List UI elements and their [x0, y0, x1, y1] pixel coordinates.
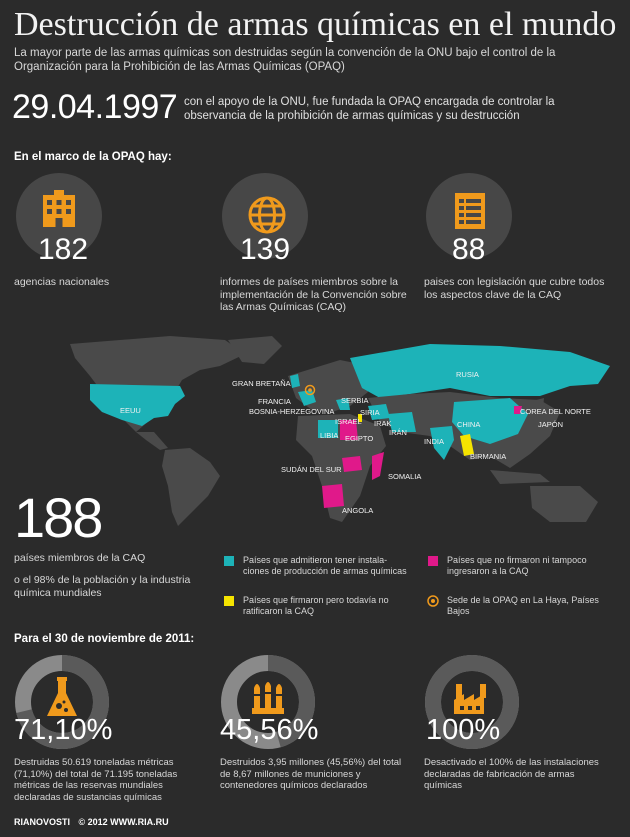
stat-value: 139	[240, 233, 291, 266]
map-usa	[90, 384, 185, 426]
map-label-egipto: EGIPTO	[345, 434, 374, 443]
map-label-japon: JAPÓN	[538, 420, 564, 429]
document-list-icon	[453, 191, 487, 231]
factory-icon	[452, 680, 492, 716]
map-south-sudan	[342, 456, 362, 472]
building-icon	[40, 189, 78, 229]
world-map	[50, 336, 630, 526]
map-greenland	[228, 336, 282, 364]
map-label-birmania: BIRMANIA	[470, 452, 507, 461]
stat-legislation	[424, 173, 624, 303]
map-label-somalia: SOMALIA	[388, 472, 422, 481]
map-australia	[530, 486, 598, 522]
munitions-icon	[250, 678, 286, 718]
footer	[14, 817, 169, 827]
map-central-america	[136, 432, 168, 450]
stat-value: 88	[452, 233, 486, 266]
progress-section-title: Para el 30 de noviembre de 2011:	[14, 633, 195, 645]
progress-chemicals	[14, 654, 214, 804]
stat-label: paises con legislación que cubre todos los aspectos clave de la CAQ	[424, 276, 605, 301]
page-title: Destrucción de armas químicas en el mundo	[14, 6, 617, 43]
map-label-irak: IRAK	[374, 419, 392, 428]
stat-reports	[220, 173, 420, 313]
map-label-israel: ISRAEL	[335, 417, 362, 426]
map-label-bosnia: BOSNIA-HERZEGOVINA	[249, 407, 335, 416]
map-label-gran-bretana: GRAN BRETAÑA	[232, 379, 291, 388]
stat-agencies	[14, 173, 204, 303]
map-somalia	[372, 452, 384, 480]
legend-not-signed: Países que no firmaron ni tampoco ingresaron a la CAQ	[447, 555, 587, 576]
map-russia	[350, 344, 610, 398]
map-label-corea: COREA DEL NORTE	[520, 407, 591, 416]
map-label-rusia: RUSIA	[456, 370, 479, 379]
page-subtitle: La mayor parte de las armas químicas son destruidas según la convención de la ONU bajo el control de la Organización para la Prohibición de las Armas Químicas (OPAQ)	[14, 47, 556, 73]
map-label-eeuu: EEUU	[120, 406, 141, 415]
map-label-angola: ANGOLA	[342, 506, 374, 515]
founding-description: con el apoyo de la ONU, fue fundada la OPAQ encargada de controlar la observancia de la prohibición de armas químicas y su destrucción	[184, 96, 555, 122]
progress-value: 45,56%	[220, 714, 319, 746]
map-label-china: CHINA	[457, 420, 481, 429]
legend-hq: Sede de la OPAQ en La Haya, Países Bajos	[447, 595, 599, 616]
footer-copyright[interactable]: © 2012 WWW.RIA.RU	[78, 817, 169, 827]
map-angola	[322, 484, 344, 508]
map-label-libia: LIBIA	[320, 431, 339, 440]
progress-facilities	[424, 654, 624, 804]
map-south-america	[162, 448, 220, 526]
members-count: 188	[14, 486, 102, 549]
map-label-serbia: SERBIA	[341, 396, 369, 405]
progress-label: Desactivado el 100% de las instalaciones declaradas de fabricación de armas químicas	[424, 757, 599, 791]
progress-munitions	[220, 654, 420, 804]
members-label: países miembros de la CAQ	[14, 552, 146, 564]
legend-not-ratified: Países que firmaron pero todavía no ratificaron la CAQ	[243, 595, 389, 616]
legend-swatch-not-signed	[428, 556, 438, 566]
progress-label: Destruidas 50.619 toneladas métricas (71,10%) del total de 71.195 toneladas métricas de las reservas mundiales declaradas de sustancias químicas	[14, 757, 178, 803]
stat-label: informes de países miembros sobre la implementación de la Convención sobre las Armas Químicas (CAQ)	[220, 276, 407, 313]
stat-label: agencias nacionales	[14, 276, 110, 288]
stat-value: 182	[38, 233, 89, 266]
globe-icon	[247, 195, 287, 235]
footer-brand[interactable]: RIANOVOSTI	[14, 817, 71, 827]
map-label-francia: FRANCIA	[258, 397, 291, 406]
progress-value: 100%	[426, 714, 501, 746]
map-label-iran: IRÁN	[389, 428, 407, 437]
legend-swatch-not-ratified	[224, 596, 234, 606]
legend-swatch-admitted	[224, 556, 234, 566]
map-north-america	[70, 336, 245, 432]
progress-value: 71,10%	[14, 714, 113, 746]
map-label-siria: SIRIA	[360, 408, 380, 417]
map-indonesia	[490, 470, 550, 484]
opaq-section-title: En el marco de la OPAQ hay:	[14, 151, 172, 163]
progress-label: Destruidos 3,95 millones (45,56%) del total de 8,67 millones de municiones y contenedores químicos declarados	[220, 757, 402, 791]
map-label-india: INDIA	[424, 437, 445, 446]
hq-marker-icon	[427, 595, 439, 607]
legend-admitted: Países que admitieron tener instala-ciones de producción de armas químicas	[243, 555, 407, 576]
members-share: o el 98% de la población y la industria química mundiales	[14, 574, 191, 599]
founding-date: 29.04.1997	[12, 88, 178, 126]
map-label-sudan-sur: SUDÁN DEL SUR	[281, 465, 342, 474]
